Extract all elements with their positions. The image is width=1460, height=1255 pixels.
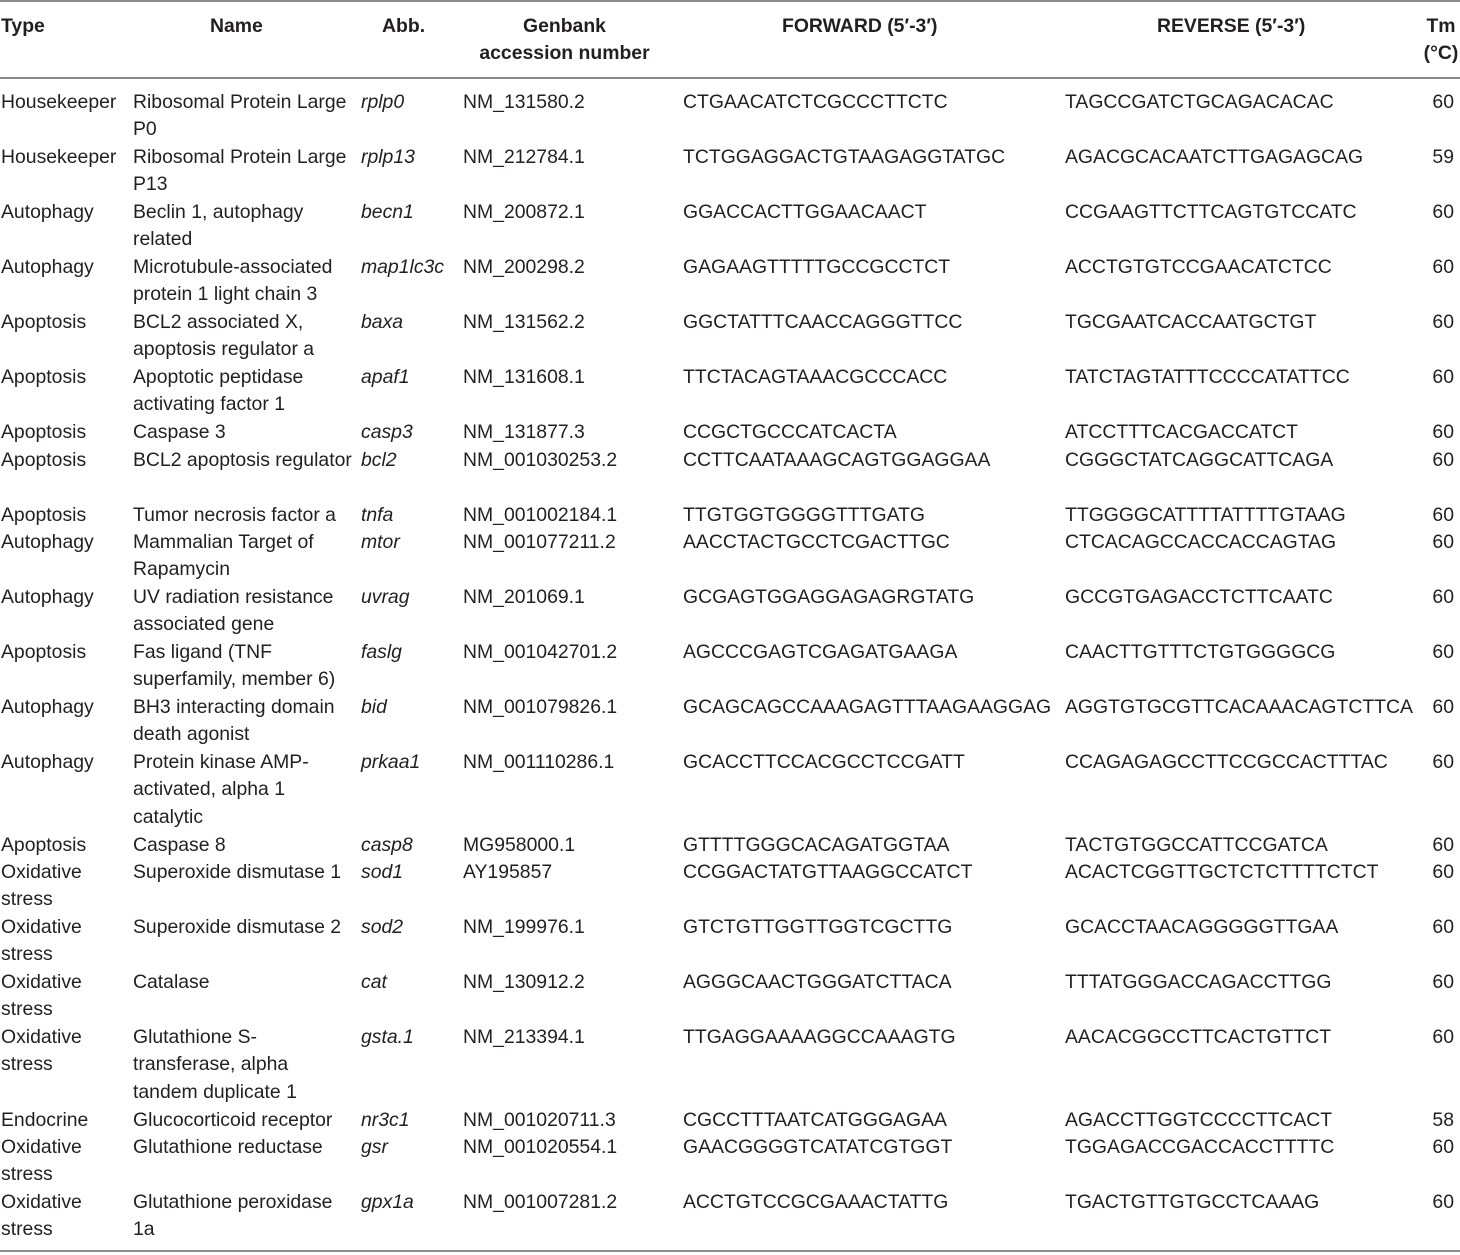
- cell-type: Autophagy: [1, 696, 94, 718]
- cell-name: Ribosomal Protein Large P0: [133, 91, 347, 141]
- cell-forward: CGCCTTTAATCATGGGAGAA: [683, 1108, 947, 1131]
- cell-reverse: CTCACAGCCACCACCAGTAG: [1065, 531, 1337, 553]
- cell-accession: NM_001079826.1: [463, 696, 618, 718]
- cell-reverse: AACACGGCCTTCACTGTTCT: [1065, 1026, 1332, 1048]
- cell-abb: baxa: [361, 311, 404, 333]
- cell-name: Glutathione S-transferase, alpha tandem duplicate 1: [133, 1026, 297, 1103]
- table-row: [0, 364, 1460, 419]
- table-row: [0, 694, 1460, 749]
- cell-forward: TCTGGAGGACTGTAAGAGGTATGC: [683, 146, 1006, 168]
- table-row: [0, 447, 1460, 502]
- cell-name: Caspase 8: [133, 833, 226, 856]
- cell-accession: NM_001020711.3: [463, 1108, 616, 1131]
- header-tm: [1416, 13, 1460, 68]
- table-row: [0, 1189, 1460, 1244]
- header-reverse: REVERSE (5′-3′): [1157, 15, 1306, 37]
- cell-tm: 60: [1432, 641, 1454, 663]
- cell-type: Apoptosis: [1, 421, 87, 443]
- table-row: [0, 1107, 1460, 1135]
- cell-forward: CCGCTGCCCATCACTA: [683, 421, 897, 443]
- cell-reverse: AGACGCACAATCTTGAGAGCAG: [1065, 146, 1364, 168]
- cell-accession: NM_213394.1: [463, 1026, 585, 1048]
- cell-reverse: CAACTTGTTTCTGTGGGGCG: [1065, 641, 1336, 663]
- cell-accession: NM_001042701.2: [463, 641, 618, 663]
- table-row: [0, 1024, 1460, 1107]
- table-row: [0, 144, 1460, 199]
- cell-accession: NM_001002184.1: [463, 503, 618, 526]
- table-row: [0, 199, 1460, 254]
- cell-abb: gsr: [361, 1136, 388, 1158]
- cell-forward: CCTTCAATAAAGCAGTGGAGGAA: [683, 448, 991, 471]
- cell-reverse: TACTGTGGCCATTCCGATCA: [1065, 833, 1328, 856]
- table-row: [0, 254, 1460, 309]
- table-row: [0, 502, 1460, 530]
- table-row: [0, 914, 1460, 969]
- cell-forward: GCGAGTGGAGGAGAGRGTATG: [683, 586, 975, 608]
- cell-name: BCL2 associated X, apoptosis regulator a: [133, 311, 315, 361]
- cell-forward: GTCTGTTGGTTGGTCGCTTG: [683, 916, 953, 938]
- cell-accession: NM_001007281.2: [463, 1191, 618, 1213]
- cell-type: Autophagy: [1, 531, 94, 553]
- table-row: [0, 832, 1460, 860]
- cell-type: Apoptosis: [1, 311, 87, 333]
- cell-type: Apoptosis: [1, 641, 87, 663]
- cell-tm: 60: [1432, 91, 1454, 113]
- cell-abb: casp8: [361, 833, 413, 856]
- cell-type: Housekeeper: [1, 146, 117, 168]
- table-row: [0, 639, 1460, 694]
- cell-accession: NM_131562.2: [463, 311, 585, 333]
- cell-reverse: GCACCTAACAGGGGGTTGAA: [1065, 916, 1339, 938]
- cell-forward: TTGAGGAAAAGGCCAAAGTG: [683, 1026, 956, 1048]
- cell-abb: tnfa: [361, 503, 394, 526]
- cell-reverse: CGGGCTATCAGGCATTCAGA: [1065, 448, 1334, 471]
- cell-accession: NM_131608.1: [463, 366, 585, 388]
- cell-name: BCL2 apoptosis regulator: [133, 448, 352, 471]
- cell-name: Protein kinase AMP-activated, alpha 1 catalytic: [133, 751, 309, 828]
- table-row: [0, 859, 1460, 914]
- cell-name: Glutathione peroxidase 1a: [133, 1191, 333, 1241]
- cell-name: Fas ligand (TNF superfamily, member 6): [133, 641, 336, 691]
- cell-type: Apoptosis: [1, 366, 87, 388]
- cell-accession: NM_131580.2: [463, 91, 585, 113]
- cell-abb: uvrag: [361, 586, 410, 608]
- cell-tm: 60: [1432, 256, 1454, 278]
- cell-name: UV radiation resistance associated gene: [133, 586, 334, 636]
- cell-accession: NM_130912.2: [463, 971, 585, 993]
- header-accession-line2: accession number: [479, 42, 650, 65]
- cell-forward: GGCTATTTCAACCAGGGTTCC: [683, 311, 963, 333]
- header-tm-line2: (°C): [1423, 42, 1459, 65]
- cell-type: Oxidative stress: [1, 1136, 82, 1186]
- cell-accession: NM_001110286.1: [463, 751, 615, 773]
- cell-tm: 60: [1432, 448, 1454, 471]
- cell-type: Housekeeper: [1, 91, 117, 113]
- cell-tm: 60: [1432, 503, 1454, 526]
- cell-forward: GCAGCAGCCAAAGAGTTTAAGAAGGAG: [683, 696, 1052, 718]
- cell-reverse: TTGGGGCATTTTATTTTGTAAG: [1065, 503, 1346, 526]
- table-row: [0, 309, 1460, 364]
- cell-type: Oxidative stress: [1, 861, 82, 911]
- cell-reverse: TGCGAATCACCAATGCTGT: [1065, 311, 1317, 333]
- cell-abb: bid: [361, 696, 387, 718]
- cell-type: Oxidative stress: [1, 916, 82, 966]
- cell-tm: 60: [1432, 833, 1454, 856]
- cell-reverse: TGACTGTTGTGCCTCAAAG: [1065, 1191, 1320, 1213]
- header-type: Type: [1, 15, 45, 37]
- cell-reverse: GCCGTGAGACCTCTTCAATC: [1065, 586, 1333, 608]
- cell-name: Microtubule-associated protein 1 light chain 3: [133, 256, 333, 306]
- cell-accession: NM_131877.3: [463, 421, 585, 443]
- cell-name: Apoptotic peptidase activating factor 1: [133, 366, 304, 416]
- cell-type: Autophagy: [1, 751, 94, 773]
- cell-tm: 60: [1432, 201, 1454, 223]
- cell-forward: CTGAACATCTCGCCCTTCTC: [683, 91, 948, 113]
- cell-abb: rplp0: [361, 91, 405, 113]
- cell-forward: GGACCACTTGGAACAACT: [683, 201, 927, 223]
- cell-tm: 60: [1432, 531, 1454, 553]
- table-row: [0, 749, 1460, 832]
- cell-tm: 60: [1432, 916, 1454, 938]
- cell-tm: 58: [1432, 1108, 1454, 1131]
- cell-name: Beclin 1, autophagy related: [133, 201, 304, 251]
- table-row: [0, 969, 1460, 1024]
- cell-abb: nr3c1: [361, 1108, 410, 1131]
- cell-tm: 60: [1432, 1136, 1454, 1158]
- cell-forward: GCACCTTCCACGCCTCCGATT: [683, 751, 965, 773]
- cell-type: Apoptosis: [1, 503, 87, 526]
- cell-forward: AGGGCAACTGGGATCTTACA: [683, 971, 952, 993]
- cell-accession: NM_201069.1: [463, 586, 585, 608]
- cell-type: Autophagy: [1, 201, 94, 223]
- cell-abb: sod2: [361, 916, 404, 938]
- cell-abb: casp3: [361, 421, 413, 443]
- header-accession-line1: Genbank: [523, 15, 606, 37]
- cell-name: Superoxide dismutase 2: [133, 916, 342, 938]
- cell-reverse: AGGTGTGCGTTCACAAACAGTCTTCA: [1065, 696, 1413, 718]
- cell-forward: AACCTACTGCCTCGACTTGC: [683, 531, 950, 553]
- cell-name: Glucocorticoid receptor: [133, 1108, 333, 1131]
- cell-abb: mtor: [361, 531, 400, 553]
- cell-name: Glutathione reductase: [133, 1136, 323, 1158]
- cell-reverse: ATCCTTTCACGACCATCT: [1065, 421, 1299, 443]
- cell-name: Mammalian Target of Rapamycin: [133, 531, 314, 581]
- table-row: [0, 89, 1460, 144]
- cell-accession: MG958000.1: [463, 833, 576, 856]
- table-header: [0, 0, 1460, 78]
- table-row: [0, 419, 1460, 447]
- table-row: [0, 584, 1460, 639]
- cell-abb: map1lc3c: [361, 256, 444, 278]
- cell-abb: apaf1: [361, 366, 410, 388]
- cell-abb: gpx1a: [361, 1191, 414, 1213]
- cell-name: Ribosomal Protein Large P13: [133, 146, 347, 196]
- cell-forward: CCGGACTATGTTAAGGCCATCT: [683, 861, 973, 883]
- cell-abb: cat: [361, 971, 387, 993]
- header-abb: Abb.: [382, 15, 426, 37]
- cell-accession: NM_212784.1: [463, 146, 585, 168]
- cell-forward: GAGAAGTTTTTGCCGCCTCT: [683, 256, 951, 278]
- cell-forward: GAACGGGGTCATATCGTGGT: [683, 1136, 953, 1158]
- cell-name: Caspase 3: [133, 421, 226, 443]
- cell-abb: rplp13: [361, 146, 415, 168]
- cell-forward: GTTTTGGGCACAGATGGTAA: [683, 833, 950, 856]
- cell-tm: 60: [1432, 421, 1454, 443]
- cell-accession: NM_001020554.1: [463, 1136, 618, 1158]
- cell-abb: gsta.1: [361, 1026, 414, 1048]
- cell-name: Catalase: [133, 971, 210, 993]
- cell-reverse: TTTATGGGACCAGACCTTGG: [1065, 971, 1332, 993]
- cell-type: Oxidative stress: [1, 971, 82, 1021]
- cell-forward: TTGTGGTGGGGTTTGATG: [683, 503, 925, 526]
- cell-tm: 60: [1432, 751, 1454, 773]
- cell-accession: AY195857: [463, 861, 553, 883]
- cell-type: Oxidative stress: [1, 1026, 82, 1076]
- cell-tm: 60: [1432, 861, 1454, 883]
- cell-type: Oxidative stress: [1, 1191, 82, 1241]
- cell-type: Apoptosis: [1, 448, 87, 471]
- cell-name: BH3 interacting domain death agonist: [133, 696, 335, 746]
- cell-accession: NM_200872.1: [463, 201, 585, 223]
- cell-tm: 60: [1432, 696, 1454, 718]
- cell-tm: 60: [1432, 971, 1454, 993]
- cell-type: Autophagy: [1, 586, 94, 608]
- cell-name: Superoxide dismutase 1: [133, 861, 342, 883]
- header-rule: [0, 77, 1460, 79]
- cell-reverse: AGACCTTGGTCCCCTTCACT: [1065, 1108, 1333, 1131]
- cell-abb: sod1: [361, 861, 404, 883]
- cell-type: Endocrine: [1, 1108, 89, 1131]
- cell-reverse: CCAGAGAGCCTTCCGCCACTTTAC: [1065, 751, 1388, 773]
- cell-reverse: TAGCCGATCTGCAGACACAC: [1065, 91, 1334, 113]
- cell-tm: 59: [1432, 146, 1454, 168]
- cell-forward: TTCTACAGTAAACGCCCACC: [683, 366, 948, 388]
- cell-abb: bcl2: [361, 448, 397, 471]
- cell-tm: 60: [1432, 366, 1454, 388]
- cell-accession: NM_199976.1: [463, 916, 585, 938]
- cell-reverse: TGGAGACCGACCACCTTTTC: [1065, 1136, 1335, 1158]
- bottom-rule: [0, 1250, 1460, 1252]
- cell-reverse: ACCTGTGTCCGAACATCTCC: [1065, 256, 1332, 278]
- header-name: Name: [210, 15, 263, 37]
- cell-accession: NM_200298.2: [463, 256, 585, 278]
- cell-forward: AGCCCGAGTCGAGATGAAGA: [683, 641, 958, 663]
- cell-accession: NM_001030253.2: [463, 448, 618, 471]
- cell-abb: prkaa1: [361, 751, 421, 773]
- cell-tm: 60: [1432, 586, 1454, 608]
- cell-reverse: CCGAAGTTCTTCAGTGTCCATC: [1065, 201, 1357, 223]
- cell-reverse: ACACTCGGTTGCTCTCTTTTCTCT: [1065, 861, 1379, 883]
- header-tm-line1: Tm: [1426, 15, 1456, 37]
- cell-type: Autophagy: [1, 256, 94, 278]
- table-row: [0, 529, 1460, 584]
- cell-type: Apoptosis: [1, 833, 87, 856]
- cell-name: Tumor necrosis factor a: [133, 503, 336, 526]
- table-body: [0, 89, 1460, 1244]
- header-forward: FORWARD (5′-3′): [782, 15, 938, 37]
- cell-abb: becn1: [361, 201, 414, 223]
- cell-abb: faslg: [361, 641, 402, 663]
- cell-accession: NM_001077211.2: [463, 531, 616, 553]
- cell-forward: ACCTGTCCGCGAAACTATTG: [683, 1191, 949, 1213]
- cell-tm: 60: [1432, 311, 1454, 333]
- cell-tm: 60: [1432, 1026, 1454, 1048]
- cell-tm: 60: [1432, 1191, 1454, 1213]
- table-row: [0, 1134, 1460, 1189]
- cell-reverse: TATCTAGTATTTCCCCATATTCC: [1065, 366, 1350, 388]
- header-accession: [463, 13, 666, 68]
